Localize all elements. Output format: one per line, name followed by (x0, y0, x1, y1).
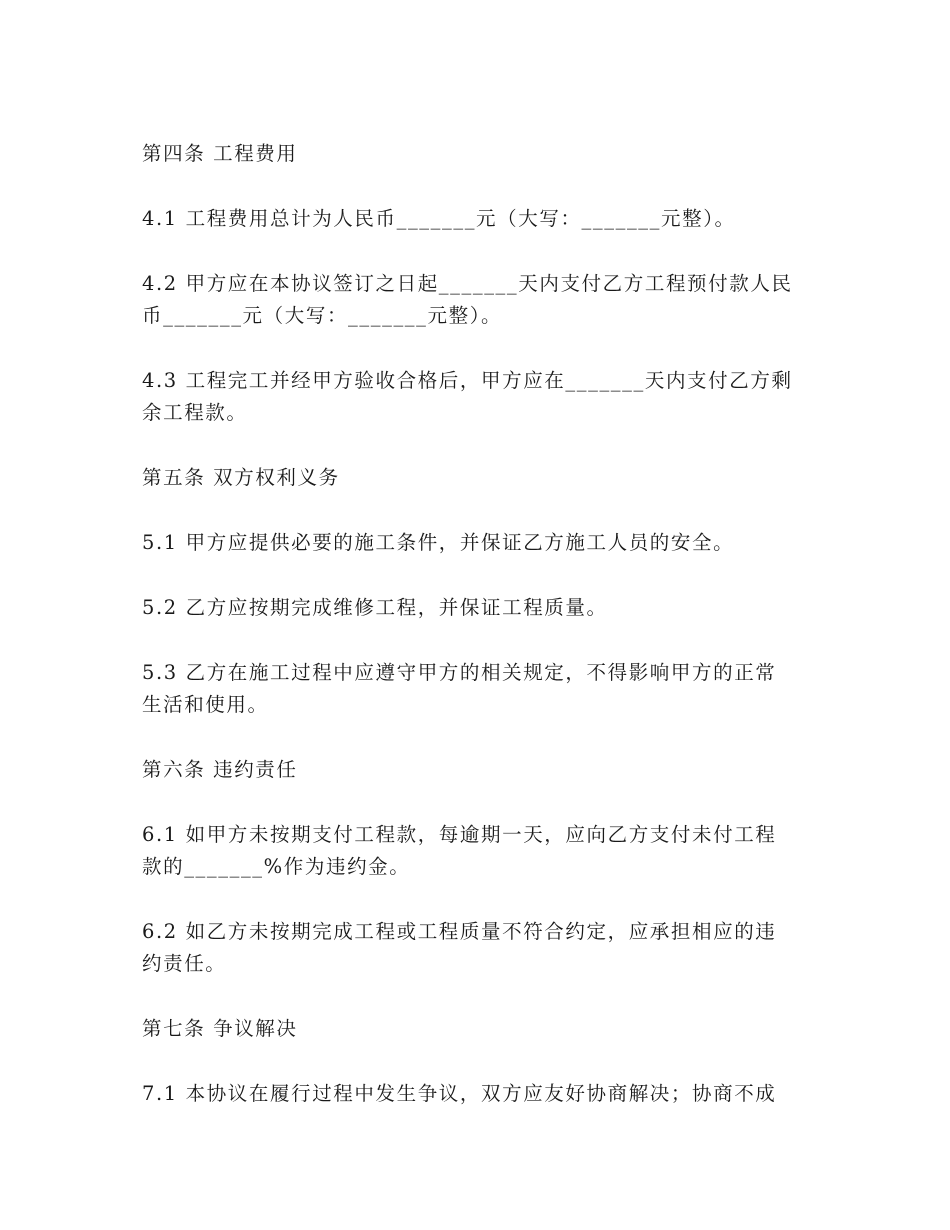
clause-4-3-line-2: 余工程款。 (142, 401, 248, 424)
clause-4-1: 4.1 工程费用总计为人民币_______元（大写：_______元整）。 (142, 207, 736, 230)
clause-5-3-line-1: 5.3 乙方在施工过程中应遵守甲方的相关规定，不得影响甲方的正常 (142, 661, 777, 684)
clause-6-1-line-1: 6.1 如甲方未按期支付工程款，每逾期一天，应向乙方支付未付工程 (142, 823, 777, 846)
clause-4-3-line-1: 4.3 工程完工并经甲方验收合格后，甲方应在_______天内支付乙方剩 (142, 369, 793, 392)
clause-5-3-line-2: 生活和使用。 (142, 693, 269, 716)
section-heading-article-7: 第七条 争议解决 (142, 1017, 298, 1040)
clause-5-2: 5.2 乙方应按期完成维修工程，并保证工程质量。 (142, 596, 608, 619)
clause-5-1: 5.1 甲方应提供必要的施工条件，并保证乙方施工人员的安全。 (142, 531, 735, 554)
clause-6-2-line-2: 约责任。 (142, 952, 227, 975)
clause-4-2-line-2: 币_______元（大写：_______元整）。 (142, 304, 503, 327)
clause-7-1-line-1: 7.1 本协议在履行过程中发生争议，双方应友好协商解决；协商不成 (142, 1082, 777, 1105)
section-heading-article-4: 第四条 工程费用 (142, 142, 298, 165)
clause-4-2-line-1: 4.2 甲方应在本协议签订之日起_______天内支付乙方工程预付款人民 (142, 272, 793, 295)
clause-6-2-line-1: 6.2 如乙方未按期完成工程或工程质量不符合约定，应承担相应的违 (142, 920, 777, 943)
section-heading-article-5: 第五条 双方权利义务 (142, 466, 340, 489)
section-heading-article-6: 第六条 违约责任 (142, 758, 298, 781)
clause-6-1-line-2: 款的_______%作为违约金。 (142, 855, 411, 878)
